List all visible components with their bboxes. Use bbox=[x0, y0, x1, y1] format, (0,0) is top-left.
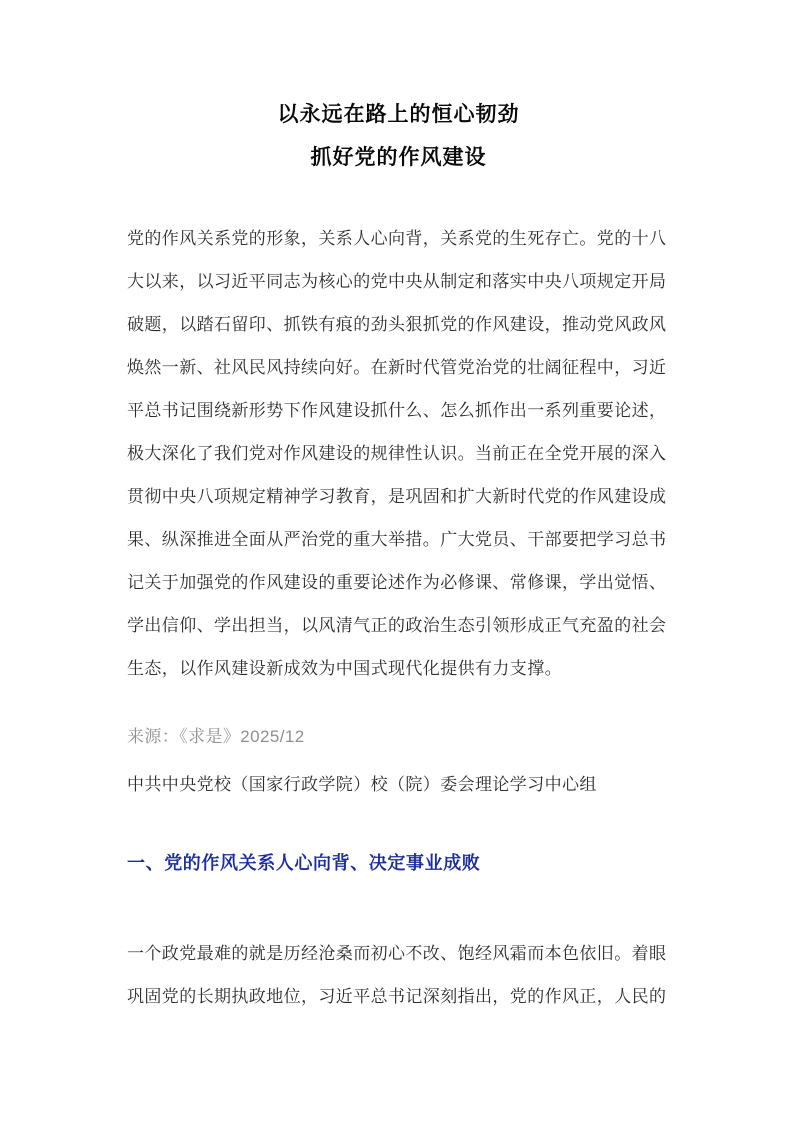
paragraph-line: 大以来，以习近平同志为核心的党中央从制定和落实中央八项规定开局 bbox=[127, 272, 667, 291]
paragraph-line: 果、纵深推进全面从严治党的重大举措。广大党员、干部要把学习总书 bbox=[127, 530, 667, 549]
paragraph-line: 极大深化了我们党对作风建设的规律性认识。当前正在全党开展的深入 bbox=[127, 444, 667, 463]
section-1-paragraph bbox=[127, 932, 670, 1018]
paragraph-line: 焕然一新、社风民风持续向好。在新时代管党治党的壮阔征程中，习近 bbox=[127, 358, 667, 377]
paragraph-line: 一个政党最难的就是历经沧桑而初心不改、饱经风霜而本色依旧。着眼 bbox=[127, 944, 667, 963]
paragraph-line: 破题，以踏石留印、抓铁有痕的劲头狠抓党的作风建设，推动党风政风 bbox=[127, 315, 667, 334]
intro-paragraph bbox=[127, 217, 670, 690]
paragraph-line: 巩固党的长期执政地位，习近平总书记深刻指出，党的作风正，人民的 bbox=[127, 987, 667, 1006]
paragraph-line: 记关于加强党的作风建设的重要论述作为必修课、常修课，学出觉悟、 bbox=[127, 573, 667, 592]
paragraph-line: 党的作风关系党的形象，关系人心向背，关系党的生死存亡。党的十八 bbox=[127, 229, 667, 248]
paragraph-line: 贯彻中央八项规定精神学习教育，是巩固和扩大新时代党的作风建设成 bbox=[127, 487, 667, 506]
source-line: 来源：《求是》2025/12 bbox=[127, 727, 305, 746]
paragraph-line: 生态，以作风建设新成效为中国式现代化提供有力支撑。 bbox=[127, 659, 562, 678]
paragraph-line: 学出信仰、学出担当，以风清气正的政治生态引领形成正气充盈的社会 bbox=[127, 616, 667, 635]
document-content bbox=[127, 0, 670, 1018]
title-line-1: 以永远在路上的恒心韧劲 bbox=[277, 103, 520, 126]
title-line-2: 抓好党的作风建设 bbox=[310, 146, 487, 169]
section-1-heading: 一、党的作风关系人心向背、决定事业成败 bbox=[127, 853, 481, 873]
paragraph-line: 平总书记围绕新形势下作风建设抓什么、怎么抓作出一系列重要论述， bbox=[127, 401, 667, 420]
document-title bbox=[127, 93, 670, 179]
author-line: 中共中央党校（国家行政学院）校（院）委会理论学习中心组 bbox=[127, 775, 597, 794]
